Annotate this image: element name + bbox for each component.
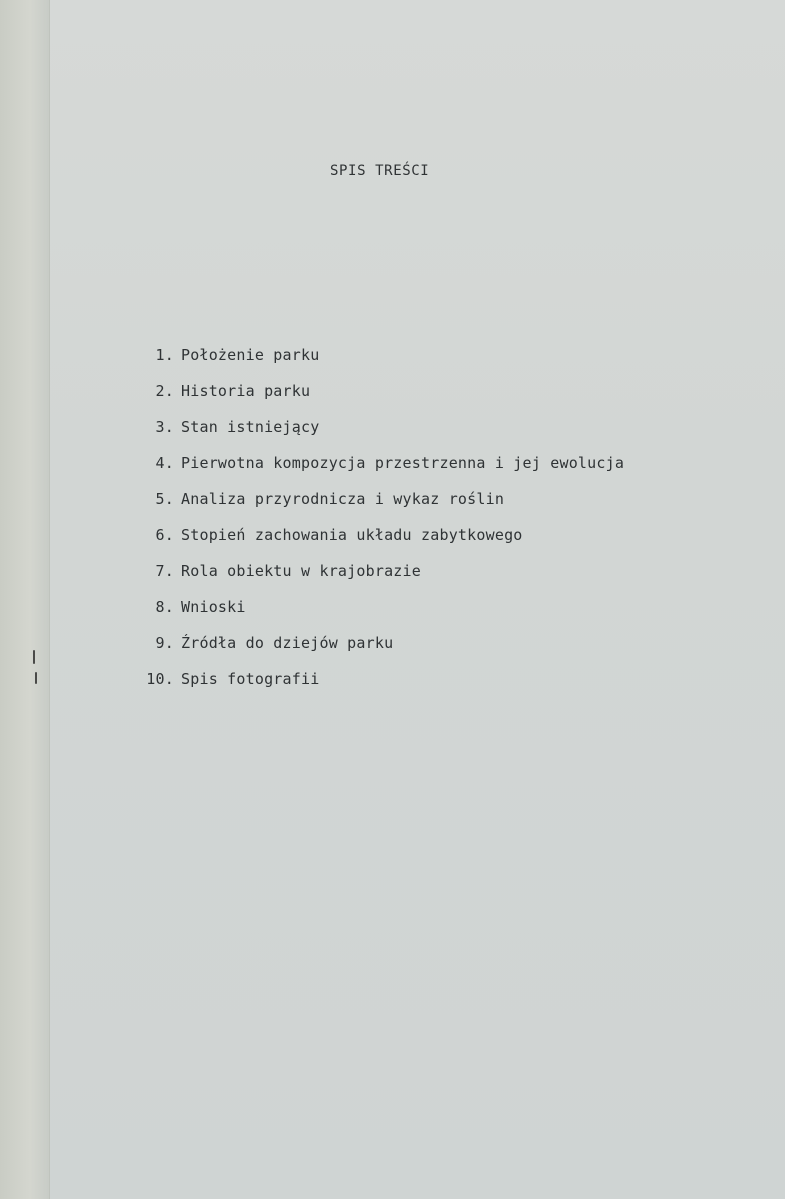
toc-item-label: Pierwotna kompozycja przestrzenna i jej ewolucja — [181, 454, 625, 472]
margin-pen-mark — [33, 650, 35, 664]
toc-item — [136, 415, 624, 451]
toc-item-label: Źródła do dziejów parku — [181, 634, 394, 652]
toc-item — [136, 343, 624, 379]
toc-item-label: Spis fotografii — [181, 670, 320, 688]
toc-item — [136, 523, 624, 559]
toc-item-label: Położenie parku — [181, 346, 320, 364]
toc-item — [136, 631, 624, 667]
toc-item-label: Wnioski — [181, 598, 246, 616]
table-of-contents — [136, 343, 624, 703]
toc-item-label: Rola obiektu w krajobrazie — [181, 562, 421, 580]
toc-item-number: 8. — [155, 598, 174, 616]
toc-item-number: 4. — [155, 454, 174, 472]
toc-item-label: Historia parku — [181, 382, 311, 400]
toc-item — [136, 667, 624, 703]
toc-item-number: 10. — [146, 670, 174, 688]
toc-item-label: Analiza przyrodnicza i wykaz roślin — [181, 490, 505, 508]
toc-item-number: 1. — [155, 346, 174, 364]
toc-item-label: Stopień zachowania układu zabytkowego — [181, 526, 523, 544]
toc-item-number: 2. — [155, 382, 174, 400]
toc-item — [136, 487, 624, 523]
toc-item — [136, 451, 624, 487]
toc-item-label: Stan istniejący — [181, 418, 320, 436]
page-edge-strip — [0, 0, 50, 1199]
toc-item-number: 7. — [155, 562, 174, 580]
toc-item — [136, 379, 624, 415]
toc-item-number: 3. — [155, 418, 174, 436]
margin-pen-mark — [35, 672, 37, 684]
toc-item — [136, 559, 624, 595]
toc-item — [136, 595, 624, 631]
toc-item-number: 5. — [155, 490, 174, 508]
toc-item-number: 9. — [155, 634, 174, 652]
toc-item-number: 6. — [155, 526, 174, 544]
page-title: SPIS TREŚCI — [330, 163, 430, 179]
